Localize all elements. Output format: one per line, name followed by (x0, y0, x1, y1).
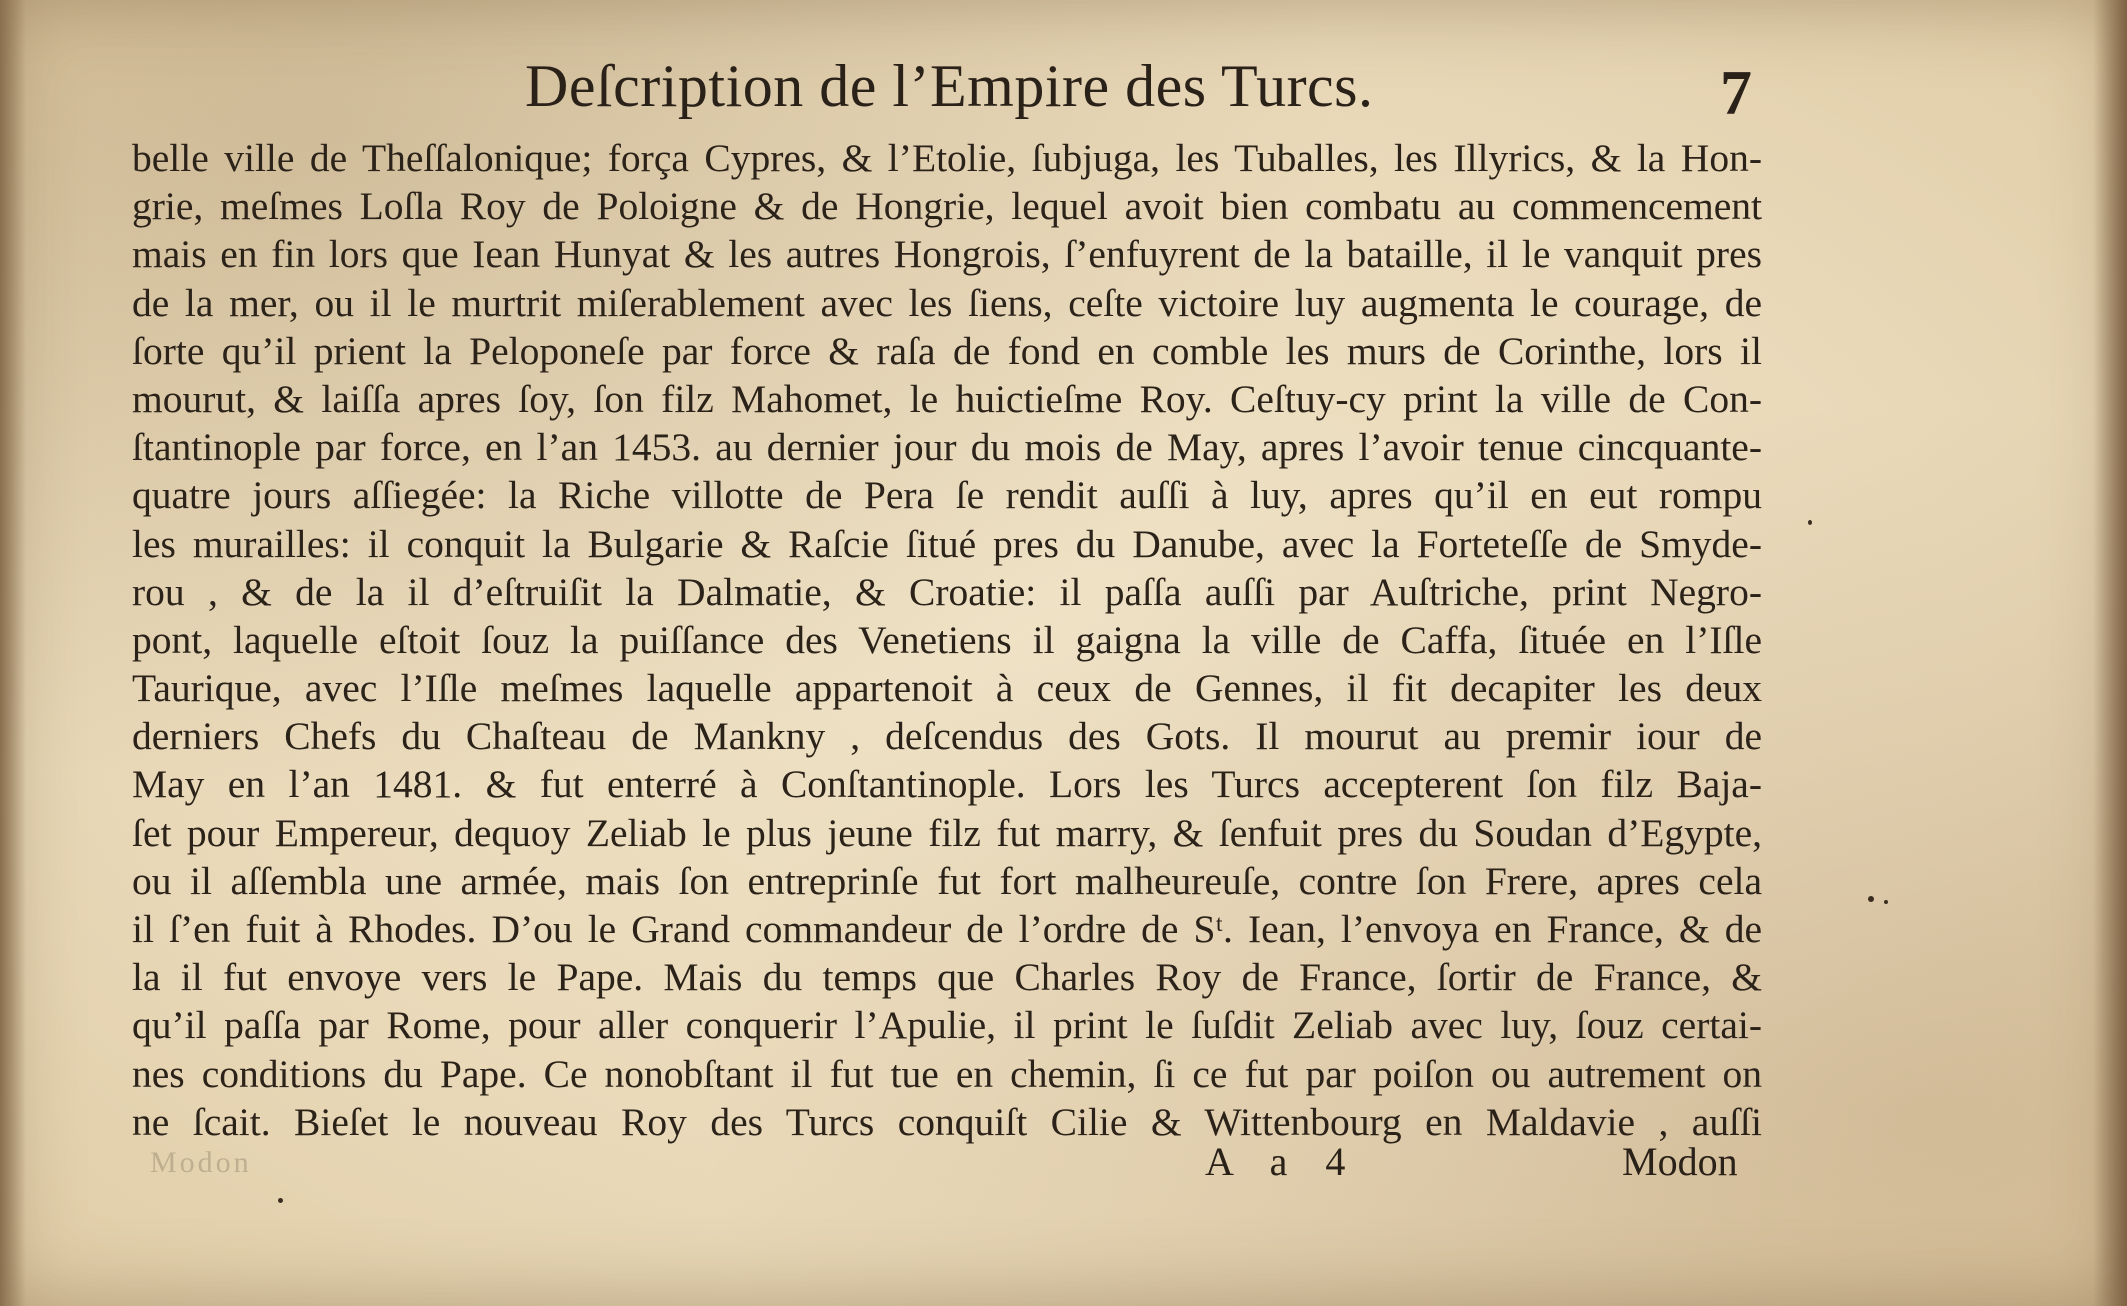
page-header (0, 52, 2127, 142)
text-line: ou il aſſembla une armée, mais ſon entreprinſe fut fort malheureuſe, contre ſon Frere, apres cela (132, 858, 1762, 903)
text-line: rou , & de la il d’eſtruiſit la Dalmatie, & Croatie: il paſſa auſſi par Auſtriche, print Negro- (132, 569, 1762, 614)
text-line: qu’il paſſa par Rome, pour aller conquerir l’Apulie, il print le ſuſdit Zeliab avec luy, ſouz certai- (132, 1003, 1762, 1048)
signature-mark: A a 4 (1205, 1139, 1360, 1184)
text-line: mais en fin lors que Iean Hunyat & les autres Hongrois, ſ’enfuyrent de la bataille, il le vanquit pres (132, 232, 1762, 277)
text-line: il ſ’en fuit à Rhodes. D’ou le Grand commandeur de l’ordre de Sᵗ. Iean, l’envoya en France, & de (132, 907, 1762, 951)
text-line: la il fut envoye vers le Pape. Mais du temps que Charles Roy de France, ſortir de France, & (132, 955, 1762, 1000)
text-line: ſtantinople par force, en l’an 1453. au dernier jour du mois de May, apres l’avoir tenue cincquante- (132, 425, 1762, 470)
text-line: de la mer, ou il le murtrit miſerablement avec les ſiens, ceſte victoire luy augmenta le courage, de (132, 280, 1762, 325)
text-line: mourut, & laiſſa apres ſoy, ſon filz Mahomet, le huictieſme Roy. Ceſtuy-cy print la ville de Con- (132, 376, 1762, 421)
ink-speck (1808, 520, 1812, 525)
text-line: quatre jours aſſiegée: la Riche villotte de Pera ſe rendit auſſi à luy, apres qu’il en eut rompu (132, 473, 1762, 518)
ink-speck (1884, 900, 1888, 904)
text-line: ſorte qu’il prient la Peloponeſe par force & raſa de fond en comble les murs de Corinthe, lors il (132, 328, 1762, 373)
text-line: nes conditions du Pape. Ce nonobſtant il fut tue en chemin, ſi ce fut par poiſon ou autrement on (132, 1051, 1762, 1096)
page-edge-right (2093, 0, 2127, 1306)
text-line: ne ſcait. Bieſet le nouveau Roy des Turcs conquiſt Cilie & Wittenbourg en Maldavie , auſſi (132, 1099, 1762, 1144)
page-number: 7 (1720, 57, 1752, 128)
page-footer (0, 1138, 2127, 1198)
text-line: pont, laquelle eſtoit ſouz la puiſſance des Venetiens il gaigna la ville de Caffa, ſituée en l’Iſle (132, 617, 1762, 662)
catchword: Modon (1622, 1139, 1738, 1184)
text-line: les murailles: il conquit la Bulgarie & Raſcie ſitué pres du Danube, avec la Forteteſſe de Smyde- (132, 521, 1762, 566)
bleed-through-text: Modon (150, 1146, 252, 1179)
text-line: ſet pour Empereur, dequoy Zeliab le plus jeune filz fut marry, & ſenfuit pres du Soudan d’Egypte, (132, 810, 1762, 855)
ink-speck (278, 1198, 283, 1203)
body-text (132, 134, 1762, 1146)
ink-speck (1868, 896, 1874, 902)
text-line: May en l’an 1481. & fut enterré à Conſtantinople. Lors les Turcs accepterent ſon filz Baja- (132, 762, 1762, 807)
page-edge-left (0, 0, 26, 1306)
running-title: Deſcription de l’Empire des Turcs. (525, 53, 1374, 119)
text-line: grie, meſmes Loſla Roy de Poloigne & de Hongrie, lequel avoit bien combatu au commencement (132, 184, 1762, 229)
text-line: Taurique, avec l’Iſle meſmes laquelle appartenoit à ceux de Gennes, il fit decapiter les deux (132, 666, 1762, 711)
text-line: belle ville de Theſſalonique; força Cypres, & l’Etolie, ſubjuga, les Tuballes, les Illyrics, & la Hon- (132, 136, 1762, 180)
text-line: derniers Chefs du Chaſteau de Mankny , deſcendus des Gots. Il mourut au premir iour de (132, 714, 1762, 759)
